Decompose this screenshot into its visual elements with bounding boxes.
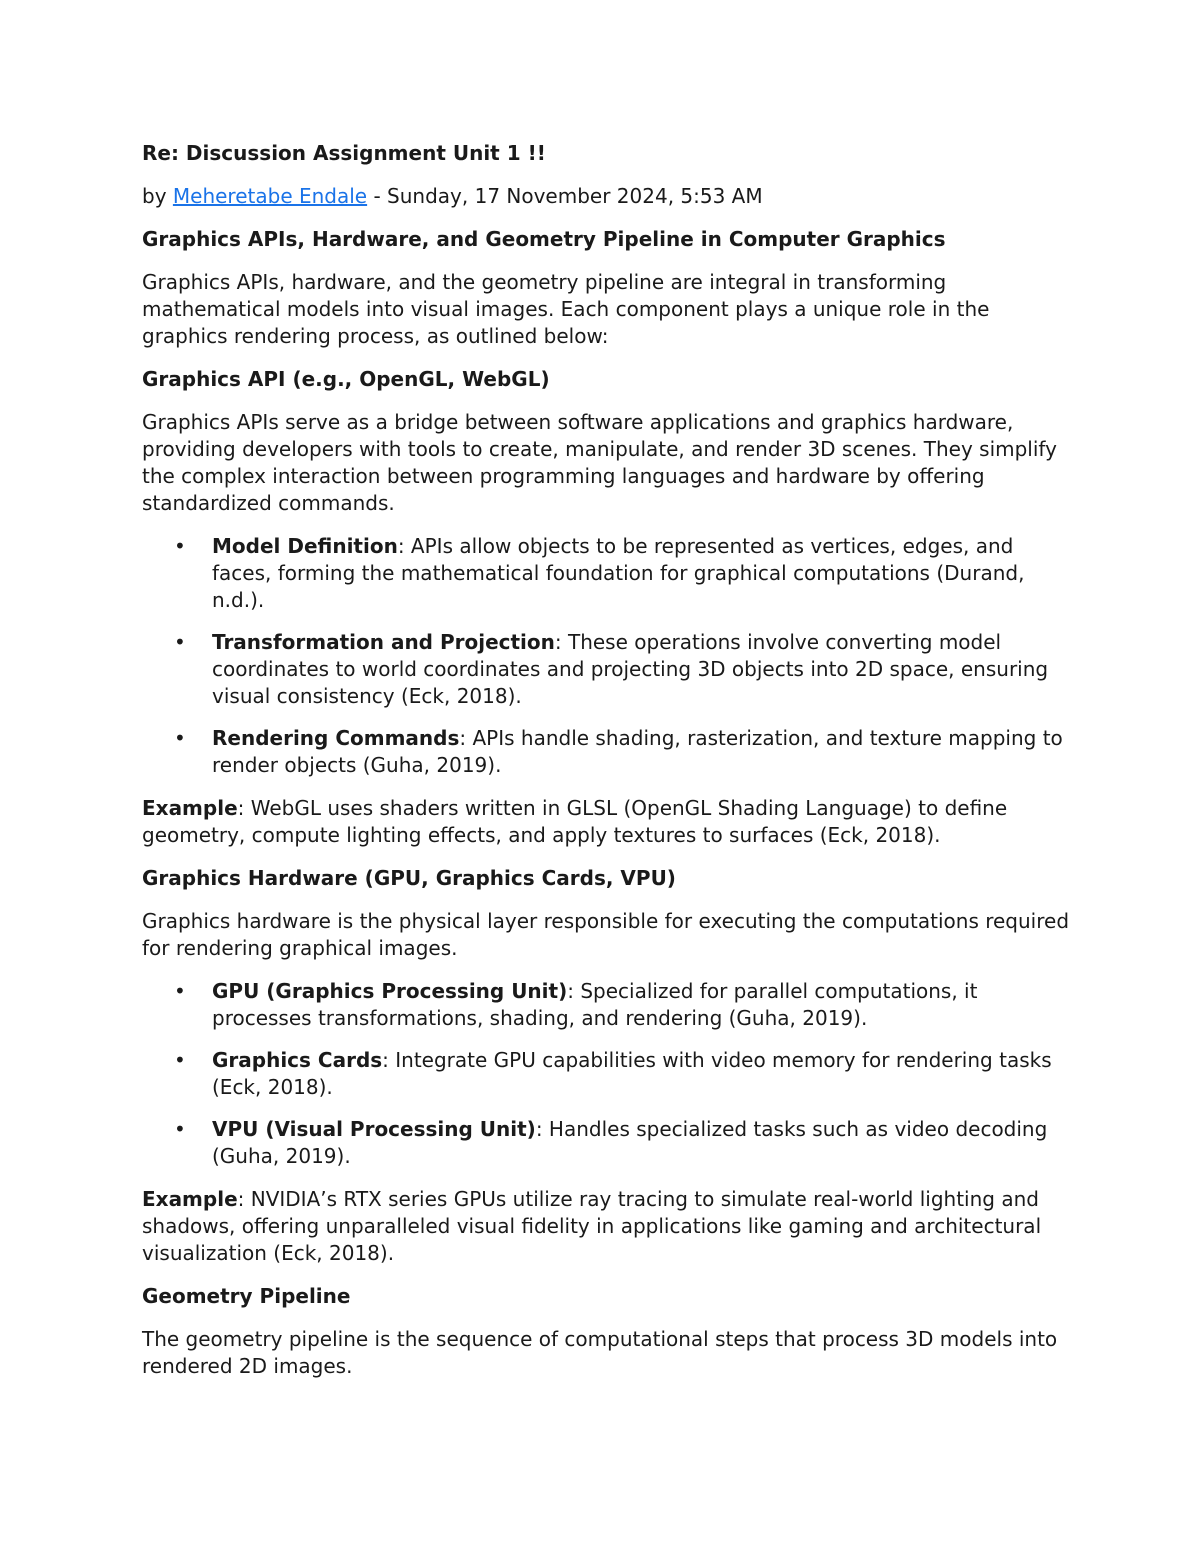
intro-paragraph: Graphics APIs, hardware, and the geometry pipeline are integral in transforming mathematical models into visual images. Each component plays a unique role in the graphics rendering process, as outlined below: [142,270,990,348]
hardware-bullet-list [142,978,1072,1170]
example-text: : NVIDIA’s RTX series GPUs utilize ray tracing to simulate real-world lighting and shadows, offering unparalleled visual fidelity in applications like gaming and architectural visualization (Eck, 2018). [142,1187,1042,1265]
pipeline-heading: Geometry Pipeline [142,1284,351,1308]
byline-prefix: by [142,184,173,208]
api-heading: Graphics API (e.g., OpenGL, WebGL) [142,367,550,391]
bullet-icon: • [174,1117,186,1141]
post-date: - Sunday, 17 November 2024, 5:53 AM [367,184,763,208]
example-label: Example [142,796,238,820]
bullet-term: Transformation and Projection [212,630,555,654]
bullet-text: : Specialized for parallel computations, it processes transformations, shading, and rendering (Guha, 2019). [212,979,978,1030]
api-bullet-list [142,533,1072,779]
example-text: : WebGL uses shaders written in GLSL (OpenGL Shading Language) to define geometry, compute lighting effects, and apply textures to surfaces (Eck, 2018). [142,796,1008,847]
hardware-heading: Graphics Hardware (GPU, Graphics Cards, VPU) [142,866,676,890]
bullet-icon: • [174,979,186,1003]
author-link[interactable]: Meheretabe Endale [172,184,368,208]
list-item [174,1116,1072,1170]
bullet-text: : Integrate GPU capabilities with video memory for rendering tasks (Eck, 2018). [212,1048,1052,1099]
bullet-icon: • [174,534,186,558]
list-item [174,629,1072,710]
list-item [174,978,1072,1032]
bullet-text: : Handles specialized tasks such as video decoding (Guha, 2019). [212,1117,1048,1168]
bullet-text: : APIs allow objects to be represented as vertices, edges, and faces, forming the mathematical foundation for graphical computations (Durand, n.d.). [212,534,1025,612]
bullet-term: Graphics Cards [212,1048,383,1072]
document-page [142,140,1072,1396]
hardware-body: Graphics hardware is the physical layer responsible for executing the computations required for rendering graphical images. [142,909,1070,960]
bullet-term: Rendering Commands [212,726,460,750]
example-label: Example [142,1187,238,1211]
bullet-icon: • [174,1048,186,1072]
list-item [174,533,1072,614]
bullet-text: : APIs handle shading, rasterization, and texture mapping to render objects (Guha, 2019). [212,726,1063,777]
list-item [174,1047,1072,1101]
main-heading: Graphics APIs, Hardware, and Geometry Pipeline in Computer Graphics [142,227,946,251]
api-body: Graphics APIs serve as a bridge between software applications and graphics hardware, providing developers with tools to create, manipulate, and render 3D scenes. They simplify the complex interaction between programming languages and hardware by offering standardized commands. [142,410,1057,515]
bullet-text: : These operations involve converting model coordinates to world coordinates and projecting 3D objects into 2D space, ensuring visual consistency (Eck, 2018). [212,630,1049,708]
bullet-term: VPU (Visual Processing Unit) [212,1117,536,1141]
bullet-term: Model Definition [212,534,398,558]
bullet-icon: • [174,630,186,654]
bullet-term: GPU (Graphics Processing Unit) [212,979,568,1003]
bullet-icon: • [174,726,186,750]
list-item [174,725,1072,779]
api-example [142,795,1072,849]
hardware-example [142,1186,1072,1267]
post-title: Re: Discussion Assignment Unit 1 !! [142,141,546,165]
pipeline-body: The geometry pipeline is the sequence of computational steps that process 3D models into rendered 2D images. [142,1327,1058,1378]
byline [142,183,1072,210]
